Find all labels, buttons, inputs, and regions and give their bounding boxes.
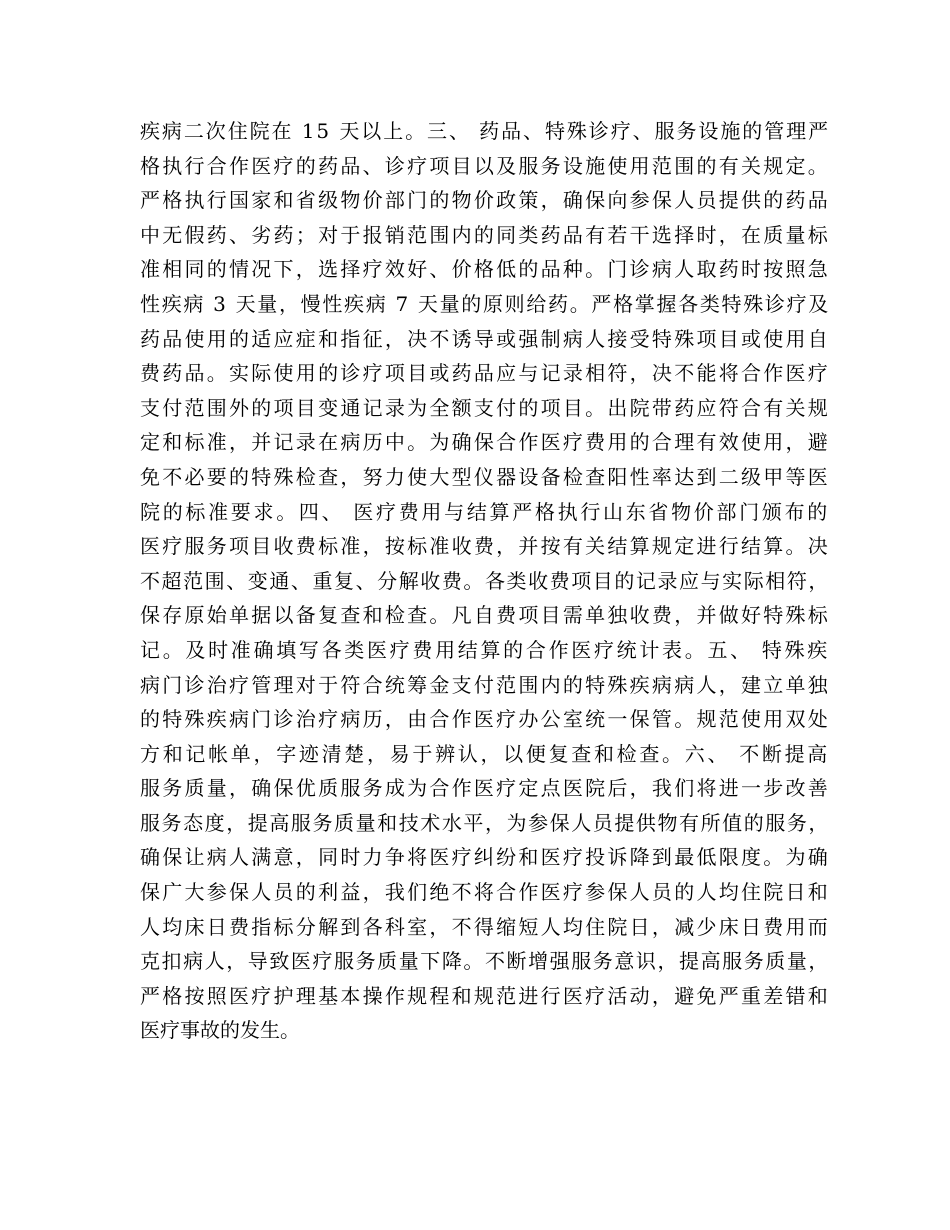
text-line: 严格按照医疗护理基本操作规程和规范进行医疗活动，避免严重差错和 [140,983,830,1008]
text-line: 服务态度，提高服务质量和技术水平，为参保人员提供物有所值的服务， [140,810,830,835]
text-line: 准相同的情况下，选择疗效好、价格低的品种。门诊病人取药时按照急 [140,257,830,282]
text-line: 费药品。实际使用的诊疗项目或药品应与记录相符，决不能将合作医疗 [140,361,830,386]
text-line: 中无假药、劣药；对于报销范围内的同类药品有若干选择时，在质量标 [140,222,830,247]
text-line: 确保让病人满意，同时力争将医疗纠纷和医疗投诉降到最低限度。为确 [140,845,830,870]
text-line: 格执行合作医疗的药品、诊疗项目以及服务设施使用范围的有关规定。 [140,153,830,178]
body-text [140,114,830,1048]
text-line: 严格执行国家和省级物价部门的物价政策，确保向参保人员提供的药品 [140,188,830,213]
text-line: 方和记帐单，字迹清楚，易于辨认，以便复查和检查。六、 不断提高 [140,741,830,766]
text-line: 服务质量，确保优质服务成为合作医疗定点医院后，我们将进一步改善 [140,776,830,801]
text-line: 不超范围、变通、重复、分解收费。各类收费项目的记录应与实际相符， [140,568,830,593]
text-line: 定和标准，并记录在病历中。为确保合作医疗费用的合理有效使用，避 [140,430,830,455]
text-line: 性疾病 3 天量，慢性疾病 7 天量的原则给药。严格掌握各类特殊诊疗及 [140,291,830,316]
text-line: 病门诊治疗管理对于符合统筹金支付范围内的特殊疾病病人，建立单独 [140,672,830,697]
text-line: 免不必要的特殊检查，努力使大型仪器设备检查阳性率达到二级甲等医 [140,464,830,489]
text-line: 支付范围外的项目变通记录为全额支付的项目。出院带药应符合有关规 [140,395,830,420]
text-line: 人均床日费指标分解到各科室，不得缩短人均住院日，减少床日费用而 [140,914,830,939]
text-line: 医疗服务项目收费标准，按标准收费，并按有关结算规定进行结算。决 [140,534,830,559]
text-line: 院的标准要求。四、 医疗费用与结算严格执行山东省物价部门颁布的 [140,499,830,524]
text-line: 医疗事故的发生。 [140,1018,300,1043]
text-line: 记。及时准确填写各类医疗费用结算的合作医疗统计表。五、 特殊疾 [140,637,830,662]
text-line: 疾病二次住院在 15 天以上。三、 药品、特殊诊疗、服务设施的管理严 [140,119,830,143]
text-line: 保存原始单据以备复查和检查。凡自费项目需单独收费，并做好特殊标 [140,603,830,628]
text-line: 药品使用的适应症和指征，决不诱导或强制病人接受特殊项目或使用自 [140,326,830,351]
text-line: 克扣病人，导致医疗服务质量下降。不断增强服务意识，提高服务质量， [140,949,830,974]
text-line: 保广大参保人员的利益，我们绝不将合作医疗参保人员的人均住院日和 [140,880,830,905]
text-line: 的特殊疾病门诊治疗病历，由合作医疗办公室统一保管。规范使用双处 [140,707,830,732]
